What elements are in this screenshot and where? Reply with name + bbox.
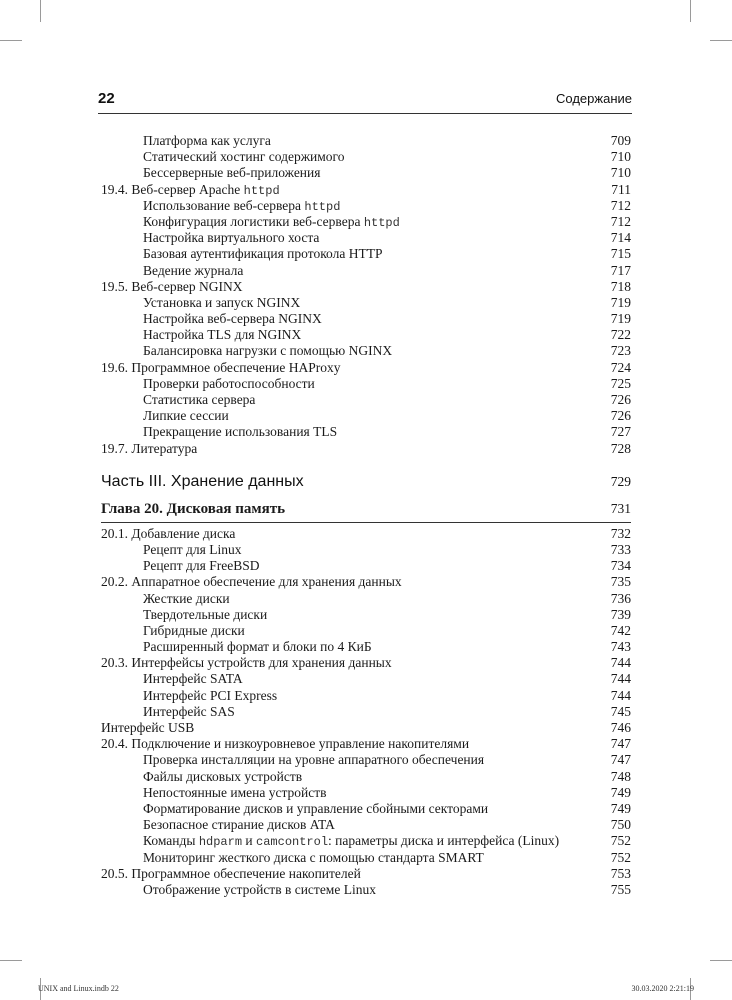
toc-entry[interactable] [101, 279, 631, 295]
toc-entry-title [101, 655, 392, 671]
crop-mark [0, 40, 22, 41]
toc-entry-text: Балансировка нагрузки с помощью NGINX [143, 343, 393, 359]
toc-entry-page: 710 [610, 149, 631, 165]
toc-entry-code: httpd [243, 183, 280, 198]
toc-entry[interactable] [101, 198, 631, 214]
toc-entry-title [101, 720, 194, 736]
toc-entry-page: 709 [610, 133, 631, 148]
toc-entry[interactable] [101, 688, 631, 704]
header-rule [98, 113, 632, 114]
crop-mark [710, 40, 732, 41]
toc-entry[interactable] [101, 752, 631, 768]
toc-entry-title [143, 817, 335, 833]
toc-entry-title [143, 165, 320, 181]
toc-entry-text: Непостоянные имена устройств [143, 784, 327, 800]
toc-entry-title [143, 591, 230, 607]
toc-section-20 [101, 526, 631, 898]
toc-entry-title [143, 376, 315, 392]
toc-entry-text: 19.5. Веб-сервер NGINX [101, 278, 243, 294]
footer-file-info: UNIX and Linux.indb 22 [38, 984, 119, 993]
toc-entry-title [143, 882, 376, 898]
toc-entry-text: 20.3. Интерфейсы устройств для хранения данных [101, 655, 392, 671]
toc-entry[interactable] [101, 671, 631, 687]
toc-entry[interactable] [101, 558, 631, 574]
toc-entry-text: 20.4. Подключение и низкоуровневое управление накопителями [101, 736, 470, 752]
toc-entry-page: 752 [610, 849, 631, 865]
toc-entry[interactable] [101, 591, 631, 607]
page-number: 22 [98, 90, 115, 107]
toc-entry-title [143, 133, 271, 149]
toc-entry-text: 19.4. Веб-сервер Apache [101, 181, 241, 197]
toc-entry-text: Жесткие диски [143, 590, 230, 606]
toc-entry-page: 734 [610, 558, 631, 574]
toc-entry[interactable] [101, 526, 631, 542]
toc-entry-title [143, 343, 392, 359]
toc-entry-page: 711 [611, 181, 631, 197]
toc-entry-text: Установка и запуск NGINX [143, 294, 301, 310]
toc-entry[interactable] [101, 736, 631, 752]
toc-entry-page: 723 [610, 343, 631, 359]
toc-entry[interactable] [101, 149, 631, 165]
table-of-contents [101, 133, 631, 898]
toc-entry-text: Гибридные диски [143, 622, 245, 638]
toc-entry-title [143, 639, 372, 655]
toc-entry-title [101, 360, 341, 376]
toc-entry-text: Ведение журнала [143, 262, 244, 278]
toc-entry-title [143, 149, 345, 165]
toc-entry-page: 746 [610, 720, 631, 735]
toc-entry-page: 712 [610, 197, 631, 213]
toc-entry[interactable] [101, 295, 631, 311]
toc-entry-title [143, 198, 340, 215]
toc-entry-page: 744 [610, 687, 631, 703]
toc-entry-title [143, 850, 484, 866]
toc-entry-text: Интерфейс SAS [143, 703, 235, 719]
toc-entry-text: Файлы дисковых устройств [143, 768, 303, 784]
toc-entry-text: и [242, 833, 257, 849]
toc-entry-page: 719 [610, 311, 631, 327]
toc-entry-text: Настройка виртуального хоста [143, 230, 320, 246]
toc-entry-text: Рецепт для FreeBSD [143, 558, 260, 574]
toc-entry-text: 20.2. Аппаратное обеспечение для хранения данных [101, 574, 402, 590]
toc-entry-page: 747 [610, 752, 631, 768]
toc-entry-page: 742 [610, 622, 631, 638]
toc-entry-title [143, 607, 267, 623]
toc-entry-title [101, 574, 402, 590]
toc-entry-code: httpd [363, 215, 400, 230]
toc-entry-code: hdparm [198, 835, 243, 850]
toc-entry-page: 749 [610, 784, 631, 800]
toc-entry-title [143, 558, 259, 574]
toc-entry-page: 717 [610, 262, 631, 278]
toc-entry-text: Платформа как услуга [143, 133, 271, 148]
toc-entry[interactable] [101, 720, 631, 736]
toc-entry[interactable] [101, 392, 631, 408]
toc-entry-page: 712 [610, 213, 631, 229]
toc-entry[interactable] [101, 343, 631, 359]
toc-entry[interactable] [101, 639, 631, 655]
toc-entry[interactable] [101, 133, 631, 149]
toc-entry-text: Конфигурация логистики веб-сервера [143, 213, 361, 229]
toc-entry-title [143, 542, 241, 558]
toc-entry-text: Липкие сессии [143, 408, 229, 424]
toc-entry[interactable] [101, 230, 631, 246]
toc-entry-title [101, 526, 235, 542]
part-page: 729 [610, 473, 631, 489]
toc-entry-text: Форматирование дисков и управление сбойными секторами [143, 800, 489, 816]
toc-entry-title [143, 785, 327, 801]
crop-mark [710, 960, 732, 961]
toc-entry-text: 20.1. Добавление диска [101, 525, 236, 541]
toc-entry-page: 744 [610, 671, 631, 687]
toc-entry-title [143, 688, 277, 704]
toc-entry-page: 725 [610, 375, 631, 391]
toc-entry-page: 726 [610, 408, 631, 424]
toc-entry-page: 753 [610, 865, 631, 881]
toc-entry-title [143, 752, 484, 768]
toc-entry[interactable] [101, 360, 631, 376]
toc-entry-page: 748 [610, 768, 631, 784]
toc-entry[interactable] [101, 769, 631, 785]
toc-entry[interactable] [101, 801, 631, 817]
toc-entry-text: Интерфейс SATA [143, 671, 243, 687]
toc-entry-title [143, 704, 235, 720]
chapter-title: Глава 20. Дисковая память [101, 500, 286, 517]
toc-entry-page: 727 [610, 424, 631, 440]
toc-entry[interactable] [101, 263, 631, 279]
toc-entry-page: 749 [610, 800, 631, 816]
toc-entry-text: Настройка TLS для NGINX [143, 327, 302, 343]
toc-entry-page: 715 [610, 246, 631, 262]
toc-entry[interactable] [101, 866, 631, 882]
toc-entry-title [143, 246, 383, 262]
toc-entry-title [143, 295, 300, 311]
toc-entry-text: Проверка инсталляции на уровне аппаратного обеспечения [143, 752, 485, 768]
toc-entry-text: Проверки работоспособности [143, 375, 315, 391]
toc-entry-title [143, 769, 302, 785]
toc-entry[interactable] [101, 441, 631, 457]
toc-entry-text: Бессерверные веб-приложения [143, 165, 321, 181]
footer-timestamp: 30.03.2020 2:21:19 [631, 984, 694, 993]
toc-entry-title [143, 424, 337, 440]
toc-entry-page: 728 [610, 440, 631, 456]
toc-entry-page: 747 [610, 736, 631, 752]
toc-entry-page: 732 [610, 525, 631, 541]
toc-entry[interactable] [101, 424, 631, 440]
toc-entry-page: 724 [610, 359, 631, 375]
toc-entry-title [101, 736, 469, 752]
toc-entry-title [143, 230, 319, 246]
toc-entry-text: Настройка веб-сервера NGINX [143, 311, 322, 327]
toc-entry-text: Интерфейс USB [101, 720, 195, 735]
toc-entry-title [143, 833, 559, 850]
running-header: Содержание [556, 91, 632, 106]
toc-entry-page: 739 [610, 606, 631, 622]
toc-entry-page: 755 [610, 881, 631, 897]
toc-entry-text: Использование веб-сервера [143, 197, 302, 213]
toc-entry-text: 19.7. Литература [101, 440, 198, 456]
toc-part-heading[interactable] [101, 469, 631, 495]
toc-entry-page: 726 [610, 392, 631, 407]
toc-entry[interactable] [101, 327, 631, 343]
toc-entry-page: 735 [610, 574, 631, 590]
toc-entry-page: 736 [610, 590, 631, 606]
toc-entry-text: Прекращение использования TLS [143, 424, 338, 440]
toc-entry[interactable] [101, 165, 631, 181]
toc-entry[interactable] [101, 574, 631, 590]
toc-chapter-heading[interactable] [101, 497, 631, 521]
toc-entry[interactable] [101, 214, 631, 230]
toc-entry-text: Мониторинг жесткого диска с помощью стандарта SMART [143, 849, 484, 865]
toc-entry-text: 20.5. Программное обеспечение накопителей [101, 865, 361, 881]
chapter-page: 731 [610, 500, 631, 516]
toc-entry-code: httpd [304, 199, 341, 214]
toc-entry-page: 752 [610, 833, 631, 849]
toc-entry-title [143, 311, 322, 327]
part-title: Часть III. Хранение данных [101, 472, 304, 490]
toc-entry-page: 743 [610, 639, 631, 655]
toc-entry[interactable] [101, 785, 631, 801]
crop-mark [690, 0, 691, 22]
crop-mark [40, 0, 41, 22]
toc-entry[interactable] [101, 542, 631, 558]
toc-entry-title [101, 441, 197, 457]
toc-entry[interactable] [101, 607, 631, 623]
toc-entry-page: 719 [610, 294, 631, 310]
toc-entry[interactable] [101, 655, 631, 671]
toc-entry-title [143, 408, 229, 424]
toc-entry-title [143, 623, 245, 639]
toc-entry[interactable] [101, 246, 631, 262]
toc-entry-text: Интерфейс PCI Express [143, 687, 278, 703]
toc-entry[interactable] [101, 408, 631, 424]
toc-entry[interactable] [101, 311, 631, 327]
toc-entry-text: Статический хостинг содержимого [143, 149, 345, 165]
toc-entry-title [101, 866, 361, 882]
toc-entry[interactable] [101, 704, 631, 720]
toc-entry-text: 19.6. Программное обеспечение HAProxy [101, 359, 341, 375]
toc-entry-title [143, 214, 400, 231]
toc-entry-page: 718 [610, 278, 631, 294]
toc-entry-text: Безопасное стирание дисков ATA [143, 817, 335, 833]
toc-entry[interactable] [101, 623, 631, 639]
toc-entry-text: Расширенный формат и блоки по 4 КиБ [143, 639, 372, 655]
toc-entry[interactable] [101, 850, 631, 866]
toc-entry-page: 722 [610, 327, 631, 343]
toc-entry-title [143, 263, 243, 279]
toc-entry-title [143, 671, 243, 687]
toc-entry-page: 733 [610, 541, 631, 557]
toc-section-19 [101, 133, 631, 457]
toc-entry[interactable] [101, 833, 631, 849]
toc-entry-text: Твердотельные диски [143, 606, 268, 622]
toc-entry-title [101, 182, 280, 199]
toc-entry-page: 745 [610, 703, 631, 719]
crop-mark [0, 960, 22, 961]
toc-entry[interactable] [101, 817, 631, 833]
toc-entry-page: 750 [610, 817, 631, 833]
toc-entry[interactable] [101, 376, 631, 392]
toc-entry-title [143, 392, 255, 408]
toc-entry-title [143, 327, 301, 343]
toc-entry-title [101, 279, 243, 295]
toc-entry-text: Рецепт для Linux [143, 541, 242, 557]
chapter-rule [101, 522, 631, 523]
toc-entry-text: Команды [143, 833, 199, 849]
toc-entry-page: 714 [610, 230, 631, 246]
toc-entry[interactable] [101, 882, 631, 898]
toc-entry-title [143, 801, 488, 817]
toc-entry[interactable] [101, 182, 631, 198]
toc-entry-text: Отображение устройств в системе Linux [143, 881, 376, 897]
toc-entry-code: camcontrol [256, 835, 329, 850]
toc-entry-text: Базовая аутентификация протокола HTTP [143, 246, 383, 262]
toc-entry-page: 710 [610, 165, 631, 181]
toc-entry-text: : параметры диска и интерфейса (Linux) [328, 833, 560, 849]
toc-entry-page: 744 [610, 655, 631, 671]
toc-entry-text: Статистика сервера [143, 392, 256, 407]
